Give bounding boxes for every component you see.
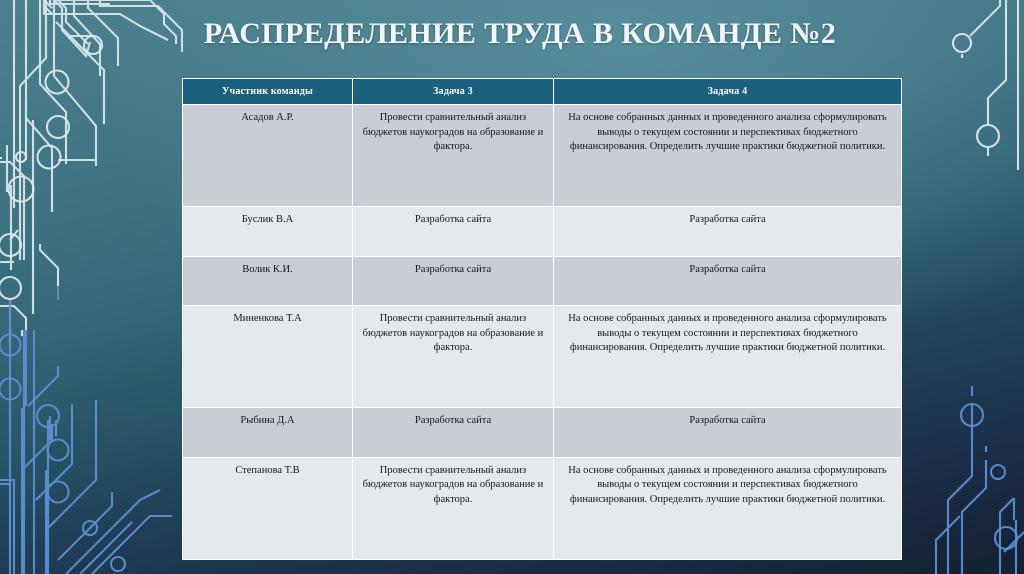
cell-task3: Провести сравнительный анализ бюджетов наукоградов на образование и фактора. [353, 458, 553, 559]
column-header-member: Участник команды [183, 79, 352, 104]
cell-task3: Разработка сайта [353, 207, 553, 255]
cell-task4: На основе собранных данных и проведенного анализа сформулировать выводы о текущем состоянии и перспективах бюджетного финансирования. Определить лучшие практики бюджетной политики. [554, 306, 901, 407]
table-header-row [183, 79, 901, 104]
table-row [183, 408, 901, 456]
cell-task4: На основе собранных данных и проведенного анализа сформулировать выводы о текущем состоянии и перспективах бюджетного финансирования. Определить лучшие практики бюджетной политики. [554, 105, 901, 206]
cell-task3: Провести сравнительный анализ бюджетов наукоградов на образование и фактора. [353, 306, 553, 407]
cell-member-name: Миненкова Т.А [183, 306, 352, 407]
cell-task4: Разработка сайта [554, 257, 901, 305]
cell-task3: Разработка сайта [353, 257, 553, 305]
table-row [183, 207, 901, 255]
work-distribution-table-container [182, 78, 898, 560]
work-distribution-table [182, 78, 902, 560]
cell-task4: Разработка сайта [554, 408, 901, 456]
table-row [183, 458, 901, 559]
table-row [183, 306, 901, 407]
table-header [183, 79, 901, 104]
table-row [183, 257, 901, 305]
column-header-task3: Задача 3 [353, 79, 553, 104]
cell-member-name: Степанова Т.В [183, 458, 352, 559]
cell-task3: Провести сравнительный анализ бюджетов наукоградов на образование и фактора. [353, 105, 553, 206]
cell-member-name: Волик К.И. [183, 257, 352, 305]
cell-member-name: Асадов А.Р. [183, 105, 352, 206]
cell-task4: На основе собранных данных и проведенного анализа сформулировать выводы о текущем состоянии и перспективах бюджетного финансирования. Определить лучшие практики бюджетной политики. [554, 458, 901, 559]
cell-member-name: Буслик В.А [183, 207, 352, 255]
cell-task4: Разработка сайта [554, 207, 901, 255]
page-title: РАСПРЕДЕЛЕНИЕ ТРУДА В КОМАНДЕ №2 [203, 17, 837, 50]
table-body [183, 105, 901, 559]
cell-member-name: Рыбина Д.А [183, 408, 352, 456]
cell-task3: Разработка сайта [353, 408, 553, 456]
table-row [183, 105, 901, 206]
column-header-task4: Задача 4 [554, 79, 901, 104]
